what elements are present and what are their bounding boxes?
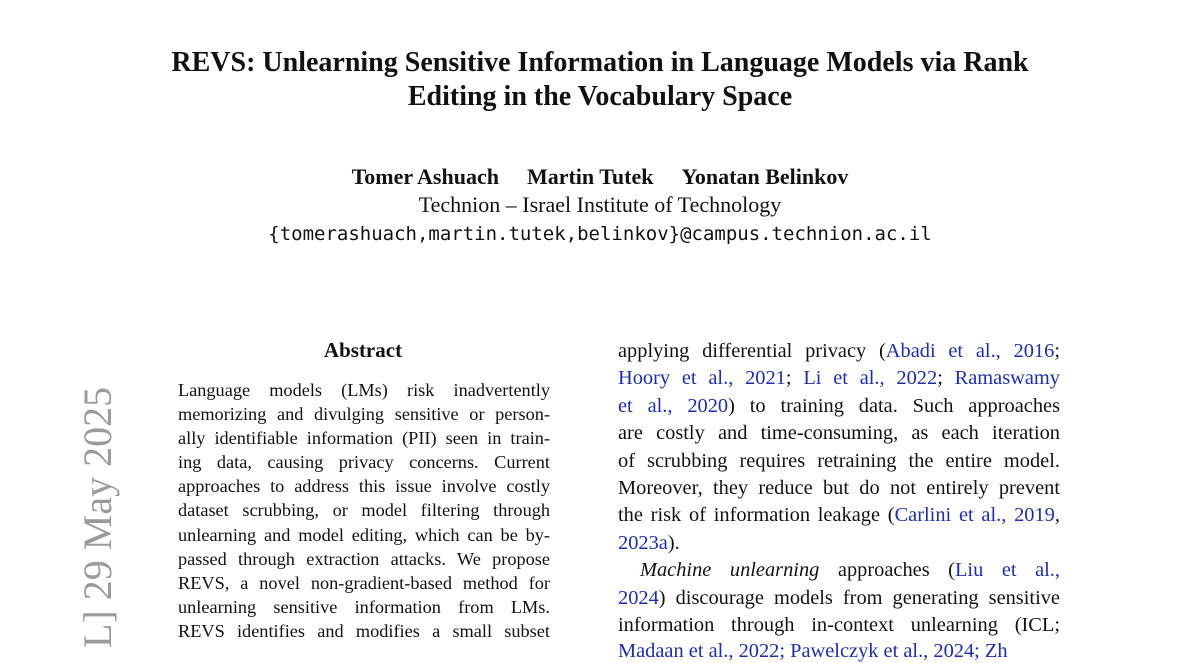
body-text-right-column <box>618 338 1060 639</box>
cut-off-citation-line: Madaan et al., 2022; Pawelczyk et al., 2024; Zh <box>618 640 1008 662</box>
author-2: Martin Tutek <box>526 164 654 189</box>
abstract-line: REVS, a novel non-gradient-based method for <box>178 572 550 593</box>
citation-link[interactable]: Liu et al., <box>954 559 1060 582</box>
body-text: ; <box>1054 340 1060 362</box>
body-line <box>618 557 1060 584</box>
body-text: ) discourage models from generating sensitive <box>658 586 1060 609</box>
author-emails: {tomerashuach,martin.tutek,belinkov}@campus.technion.ac.il <box>268 223 932 245</box>
abstract-line: Language models (LMs) risk inadvertently <box>178 380 550 400</box>
abstract-line: dataset scrubbing, or model filtering through <box>178 500 550 521</box>
affiliation: Technion – Israel Institute of Technology <box>418 192 782 217</box>
body-text: the risk of information leakage ( <box>618 504 895 527</box>
citation-link[interactable]: Ramaswamy <box>954 367 1060 390</box>
abstract-body <box>178 378 550 643</box>
author-1: Tomer Ashuach <box>351 164 499 189</box>
abstract-line: memorizing and divulging sensitive or person- <box>178 404 550 425</box>
arxiv-sidebar-stamp <box>18 380 120 648</box>
abstract-line: ally identifiable information (PII) seen in train- <box>178 428 550 449</box>
citation-link[interactable]: et al., 2020 <box>618 394 729 417</box>
paper-title <box>0 46 1200 114</box>
body-line <box>618 365 1060 392</box>
body-line <box>618 530 1060 557</box>
body-text: , <box>1054 504 1060 527</box>
abstract-line: REVS identifies and modifies a small subset <box>178 620 550 641</box>
citation-link[interactable]: Carlini et al., 2019 <box>894 504 1055 527</box>
author-list <box>0 163 1200 191</box>
author-3: Yonatan Belinkov <box>681 164 849 189</box>
body-line <box>618 502 1060 529</box>
abstract-heading: Abstract <box>323 338 403 362</box>
abstract-line: unlearning and model editing, which can be by- <box>178 524 550 545</box>
emphasis-text: Machine unlearning <box>640 559 820 582</box>
body-line: of scrubbing requires retraining the entire model. <box>618 449 1060 472</box>
citation-link[interactable]: Abadi et al., 2016 <box>885 340 1055 362</box>
paper-title-line-1: REVS: Unlearning Sensitive Information in Language Models via Rank <box>171 47 1029 78</box>
body-text: ). <box>667 531 680 554</box>
body-line <box>618 585 1060 612</box>
body-text: ; <box>937 367 955 390</box>
body-line: Moreover, they reduce but do not entirely prevent <box>618 477 1060 500</box>
body-text: ; <box>785 367 804 390</box>
body-text: applying differential privacy ( <box>618 340 886 362</box>
arxiv-date-text: L] 29 May 2025 <box>75 386 120 648</box>
abstract-line: approaches to address this issue involve costly <box>178 476 550 497</box>
body-line <box>618 338 1060 365</box>
citation-link[interactable]: Li et al., 2022 <box>803 367 938 390</box>
body-line <box>618 393 1060 420</box>
body-line: information through in-context unlearning (ICL; <box>618 614 1060 637</box>
abstract-line: passed through extraction attacks. We propose <box>178 548 550 569</box>
body-text: approaches ( <box>819 559 955 582</box>
citation-link[interactable]: 2024 <box>618 586 659 609</box>
citation-link[interactable]: Hoory et al., 2021 <box>618 367 786 390</box>
paper-title-line-2: Editing in the Vocabulary Space <box>407 81 793 112</box>
abstract-line: ing data, causing privacy concerns. Current <box>178 452 550 473</box>
body-text: ) to training data. Such approaches <box>728 394 1061 417</box>
body-line: are costly and time-consuming, as each iteration <box>618 422 1060 445</box>
citation-link[interactable]: 2023a <box>618 531 668 554</box>
abstract-line: unlearning sensitive information from LMs. <box>178 596 550 617</box>
